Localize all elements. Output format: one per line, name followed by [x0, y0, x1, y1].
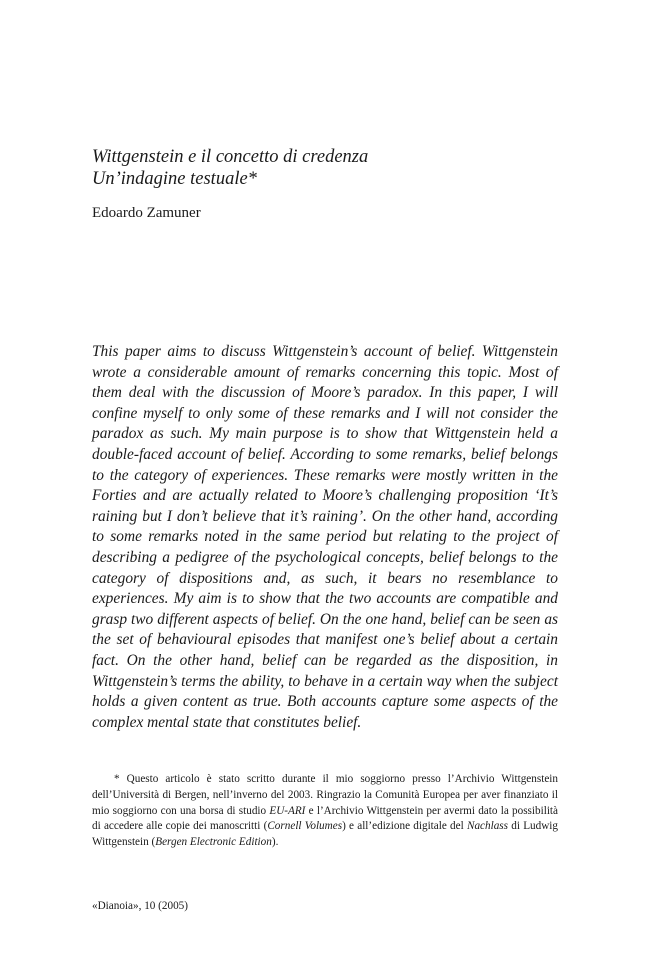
- footnote: [92, 772, 558, 851]
- footnote-nachlass: Nachlass: [466, 820, 509, 833]
- article-title: [92, 146, 562, 190]
- abstract: This paper aims to discuss Wittgenstein’s account of belief. Wittgenstein wrote a considerable amount of remarks concerning this topic. Most of them deal with the discussion of Moore’s paradox. In this paper, I will confine myself to only some of these remarks and I will not consider the paradox as such. My main purpose is to show that Wittgenstein held a double-faced account of belief. According to some remarks, belief belongs to the category of experiences. These remarks were mostly written in the Forties and are actually related to Moore’s challenging proposition ‘It’s raining but I don’t believe that it’s raining’. On the other hand, according to some remarks noted in the same period but relating to the project of describing a pedigree of the psychological concepts, belief belongs to the category of dispositions and, as such, it bears no resemblance to experiences. My aim is to show that the two accounts are compatible and grasp two different aspects of belief. On the one hand, belief can be seen as the set of behavioural episodes that manifest one’s belief about a certain fact. On the other hand, belief can be regarded as the disposition, in Wittgenstein’s terms the ability, to behave in a certain way when the subject holds a given content as true. Both accounts capture some aspects of the complex mental state that constitutes belief.: [92, 343, 558, 731]
- footnote-text-5: ).: [271, 836, 279, 849]
- title-line-1: Wittgenstein e il concetto di credenza: [92, 147, 369, 167]
- title-line-2: Un’indagine testuale*: [92, 169, 257, 189]
- footnote-bergen: Bergen Electronic Edition: [155, 836, 272, 849]
- author-name: Edoardo Zamuner: [92, 205, 201, 221]
- footnote-text-2: e l’Archivio Wittgenstein per avermi dato la possibilità di accedere alle copie dei manoscritti (: [92, 804, 559, 833]
- footnote-text-3: ) e all’edizione digitale del: [342, 820, 464, 833]
- footnote-text-1: * Questo articolo è stato scritto durante il mio soggiorno presso l’Archivio Wittgenstein dell’Università di Bergen, nell’inverno del 2003. Ringrazio la Comunità Europea per aver finanziato il mio soggiorno con una borsa di studio: [92, 773, 558, 817]
- footnote-text-4: di Ludwig Wittgenstein (: [92, 820, 559, 849]
- footnote-cornell: Cornell Volumes: [267, 820, 343, 833]
- journal-citation: «Dianoia», 10 (2005): [92, 900, 189, 912]
- footnote-eu-ari: EU-ARI: [269, 804, 306, 817]
